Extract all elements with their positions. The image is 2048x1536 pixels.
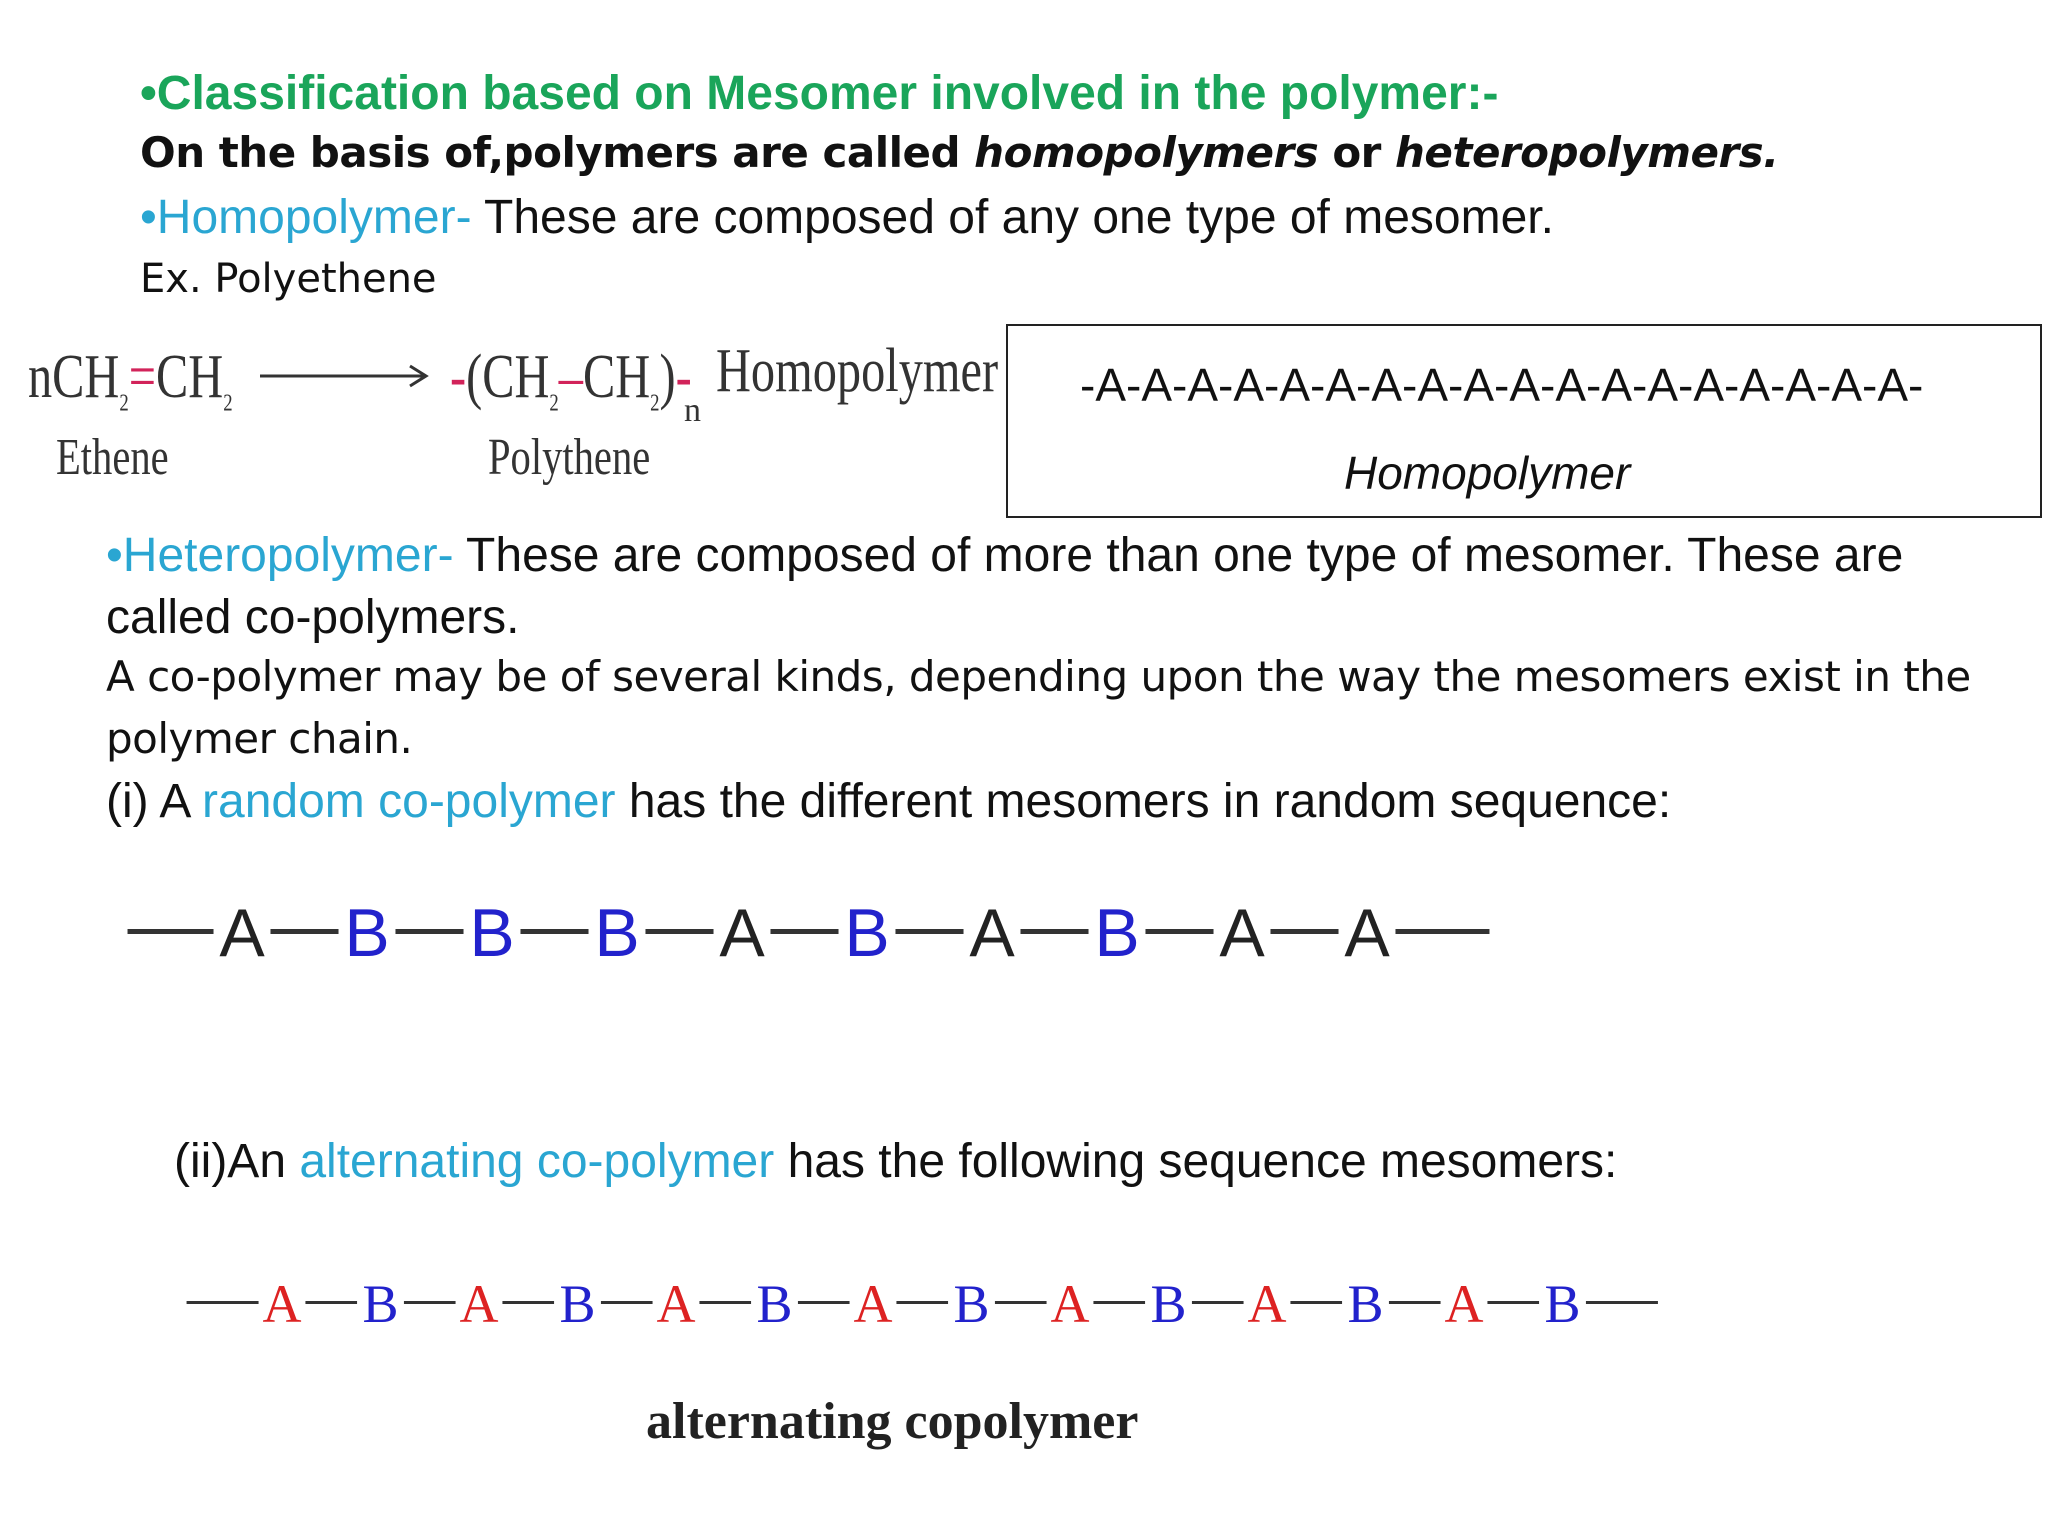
alt-chain-unit: A (1444, 1274, 1484, 1334)
random-term: random co-polymer (202, 775, 616, 828)
product-open: (CH (466, 343, 550, 411)
example-text: Ex. Polyethene (140, 256, 437, 302)
product-formula (450, 342, 692, 417)
slide-title: •Classification based on Mesomer involved in the polymer:- (140, 67, 1499, 120)
reactant-ch-right: CH (156, 343, 224, 411)
alt-chain-unit: A (262, 1274, 302, 1334)
random-chain-unit: B (1094, 895, 1140, 970)
alt-chain-unit: B (1347, 1274, 1384, 1334)
random-suffix: has the different mesomers in random sequence: (615, 775, 1672, 828)
alt-chain-unit: B (1150, 1274, 1187, 1334)
homopolymer-box-label: Homopolymer (1344, 447, 1631, 499)
reactant-sub-left: 2 (119, 390, 129, 417)
alt-chain-unit: B (756, 1274, 793, 1334)
alt-chain-unit: A (1050, 1274, 1090, 1334)
product-n-subscript: n (684, 392, 701, 429)
basis-mid: or (1318, 128, 1396, 177)
homopolymer-definition (140, 190, 1554, 245)
product-sub-left: 2 (549, 390, 559, 417)
heteropolymer-definition (106, 528, 1903, 583)
random-chain-unit: A (1219, 895, 1265, 970)
heteropolymer-desc: These are composed of more than one type of mesomer. These are (453, 529, 1904, 582)
product-sub-right: 2 (650, 390, 660, 417)
random-copolymer-chain (100, 870, 1520, 970)
random-chain-unit: A (1344, 895, 1390, 970)
reaction-arrow-icon (260, 356, 432, 396)
reactant-formula (28, 342, 233, 417)
homopolymers-term: homopolymers (974, 128, 1319, 177)
alt-chain-unit: A (656, 1274, 696, 1334)
random-chain-unit: B (594, 895, 640, 970)
alt-chain-unit: B (1544, 1274, 1581, 1334)
heteropolymer-term: •Heteropolymer- (106, 529, 454, 582)
product-close: ) (659, 343, 676, 411)
alt-prefix: (ii)An (174, 1135, 300, 1188)
random-chain-unit: A (969, 895, 1015, 970)
homopolymer-label: Homopolymer (716, 337, 999, 405)
alt-chain-unit: A (1247, 1274, 1287, 1334)
polythene-label: Polythene (488, 429, 651, 486)
basis-prefix: On the basis of,polymers are called (140, 128, 975, 177)
copolymer-kinds-line2: polymer chain. (106, 714, 413, 763)
homopolymer-chain: -A-A-A-A-A-A-A-A-A-A-A-A-A-A-A-A-A-A- (1080, 359, 1924, 411)
random-copolymer-definition (106, 774, 1671, 829)
alternating-caption: alternating copolymer (646, 1393, 1139, 1450)
reactant-ch-left: CH (52, 343, 120, 411)
ethene-label: Ethene (56, 429, 169, 486)
alt-suffix: has the following sequence mesomers: (774, 1135, 1618, 1188)
homopolymer-term: •Homopolymer- (140, 191, 472, 244)
random-chain-unit: B (344, 895, 390, 970)
random-prefix: (i) A (106, 775, 203, 828)
random-chain-unit: B (469, 895, 515, 970)
copolymer-kinds-line1: A co-polymer may be of several kinds, depending upon the way the mesomers exist in the (106, 652, 1971, 701)
product-dash: – (558, 343, 583, 411)
reactant-n: n (28, 343, 53, 411)
homopolymer-desc: These are composed of any one type of mesomer. (471, 191, 1554, 244)
product-bar-right: - (675, 343, 692, 411)
alternating-copolymer-definition (174, 1134, 1617, 1189)
heteropolymer-desc-cont: called co-polymers. (106, 591, 520, 644)
alt-chain-unit: B (362, 1274, 399, 1334)
alt-chain-unit: A (459, 1274, 499, 1334)
random-chain-unit: B (844, 895, 890, 970)
alt-term: alternating co-polymer (299, 1135, 775, 1188)
alternating-copolymer-chain (170, 1250, 1670, 1340)
reactant-sub-right: 2 (223, 390, 233, 417)
double-bond: = (128, 343, 157, 411)
basis-sentence (140, 128, 1779, 177)
heteropolymers-term: heteropolymers. (1395, 128, 1779, 177)
alt-chain-unit: B (559, 1274, 596, 1334)
alt-chain-unit: B (953, 1274, 990, 1334)
random-chain-unit: A (719, 895, 765, 970)
product-ch: CH (582, 343, 651, 411)
alt-chain-unit: A (853, 1274, 893, 1334)
random-chain-unit: A (219, 895, 265, 970)
product-bar-left: - (450, 343, 467, 411)
